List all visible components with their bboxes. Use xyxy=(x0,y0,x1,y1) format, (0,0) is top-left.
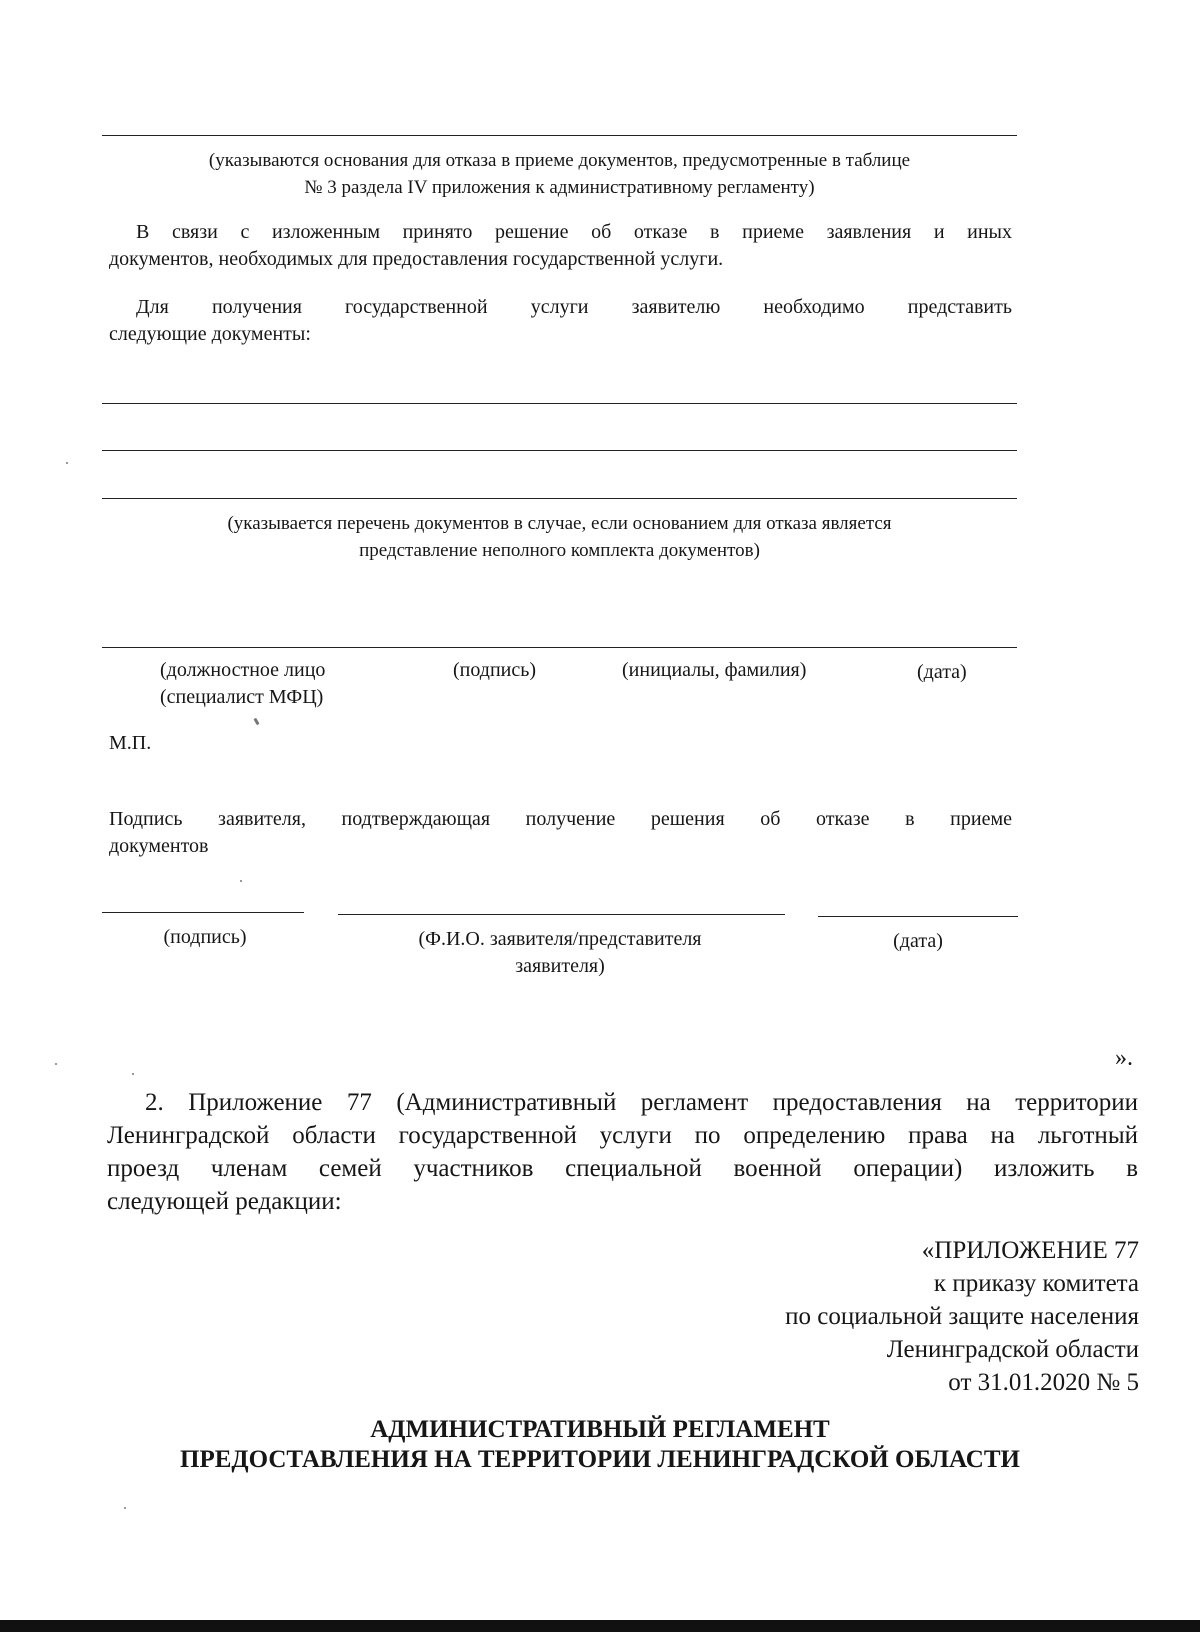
scan-speck xyxy=(240,880,242,882)
applicant-confirm-line1: Подпись заявителя, подтверждающая получение решения об отказе в приеме xyxy=(109,808,1012,830)
scan-speck xyxy=(132,1073,134,1075)
scan-speck xyxy=(55,1063,57,1065)
section2-paragraph xyxy=(107,1086,1138,1218)
closing-quote: ». xyxy=(1115,1045,1133,1071)
applicant-date-line xyxy=(818,916,1018,917)
required-docs-line2: следующие документы: xyxy=(109,323,311,345)
decision-paragraph xyxy=(109,219,1012,273)
appendix-header-line1: «ПРИЛОЖЕНИЕ 77 xyxy=(921,1237,1139,1264)
appendix-header-line5: от 31.01.2020 № 5 xyxy=(948,1369,1139,1396)
scan-speck xyxy=(66,462,68,464)
refusal-basis-note-line2: № 3 раздела IV приложения к административному регламенту) xyxy=(304,177,815,198)
decision-line2: документов, необходимых для предоставления государственной услуги. xyxy=(109,248,724,270)
docs-blank-line-3 xyxy=(102,498,1017,499)
official-caption xyxy=(160,657,325,711)
appendix-header xyxy=(600,1234,1139,1399)
signature-caption: (подпись) xyxy=(453,659,537,681)
scan-bottom-edge xyxy=(0,1620,1200,1632)
docs-blank-line-1 xyxy=(102,403,1017,404)
section2-line3: проезд членам семей участников специальной военной операции) изложить в xyxy=(107,1155,1138,1182)
regulation-title-line2: ПРЕДОСТАВЛЕНИЯ НА ТЕРРИТОРИИ ЛЕНИНГРАДСКОЙ ОБЛАСТИ xyxy=(180,1446,1020,1473)
decision-line1: В связи с изложенным принято решение об отказе в приеме заявления и иных xyxy=(136,221,1012,243)
stamp-label: М.П. xyxy=(109,732,152,754)
applicant-name-caption xyxy=(360,926,760,980)
applicant-name-line xyxy=(338,914,785,915)
required-docs-paragraph xyxy=(109,294,1012,348)
appendix-header-line3: по социальной защите населения xyxy=(785,1303,1139,1330)
docs-list-note-line2: представление неполного комплекта документов) xyxy=(359,540,760,561)
applicant-name-caption-line1: (Ф.И.О. заявителя/представителя xyxy=(418,928,702,950)
refusal-basis-line xyxy=(102,135,1017,136)
refusal-basis-note xyxy=(102,147,1017,201)
applicant-confirm-line2: документов xyxy=(109,835,209,857)
official-signature-line xyxy=(102,647,1017,648)
docs-list-note-line1: (указывается перечень документов в случае, если основанием для отказа является xyxy=(227,513,892,534)
scan-speck xyxy=(253,718,259,726)
section2-line1: 2. Приложение 77 (Административный регламент предоставления на территории xyxy=(145,1089,1138,1116)
appendix-header-line2: к приказу комитета xyxy=(933,1270,1139,1297)
section2-line4: следующей редакции: xyxy=(107,1188,342,1215)
section2-line2: Ленинградской области государственной услуги по определению права на льготный xyxy=(107,1122,1138,1149)
applicant-signature-caption: (подпись) xyxy=(163,926,247,948)
official-caption-line1: (должностное лицо xyxy=(160,659,326,681)
regulation-title-line1: АДМИНИСТРАТИВНЫЙ РЕГЛАМЕНТ xyxy=(370,1416,830,1443)
scan-speck xyxy=(124,1507,126,1509)
regulation-title xyxy=(100,1415,1100,1475)
date-caption: (дата) xyxy=(917,661,967,683)
required-docs-line1: Для получения государственной услуги заявителю необходимо представить xyxy=(136,296,1012,318)
initials-caption: (инициалы, фамилия) xyxy=(622,659,807,681)
applicant-signature-line xyxy=(102,912,304,913)
applicant-date-caption: (дата) xyxy=(893,930,943,952)
applicant-name-caption-line2: заявителя) xyxy=(515,955,605,977)
appendix-header-line4: Ленинградской области xyxy=(886,1336,1139,1363)
refusal-basis-note-line1: (указываются основания для отказа в приеме документов, предусмотренные в таблице xyxy=(208,150,911,171)
official-caption-line2: (специалист МФЦ) xyxy=(160,686,324,708)
applicant-confirm-paragraph xyxy=(109,806,1012,860)
docs-blank-line-2 xyxy=(102,450,1017,451)
docs-list-note xyxy=(102,510,1017,564)
